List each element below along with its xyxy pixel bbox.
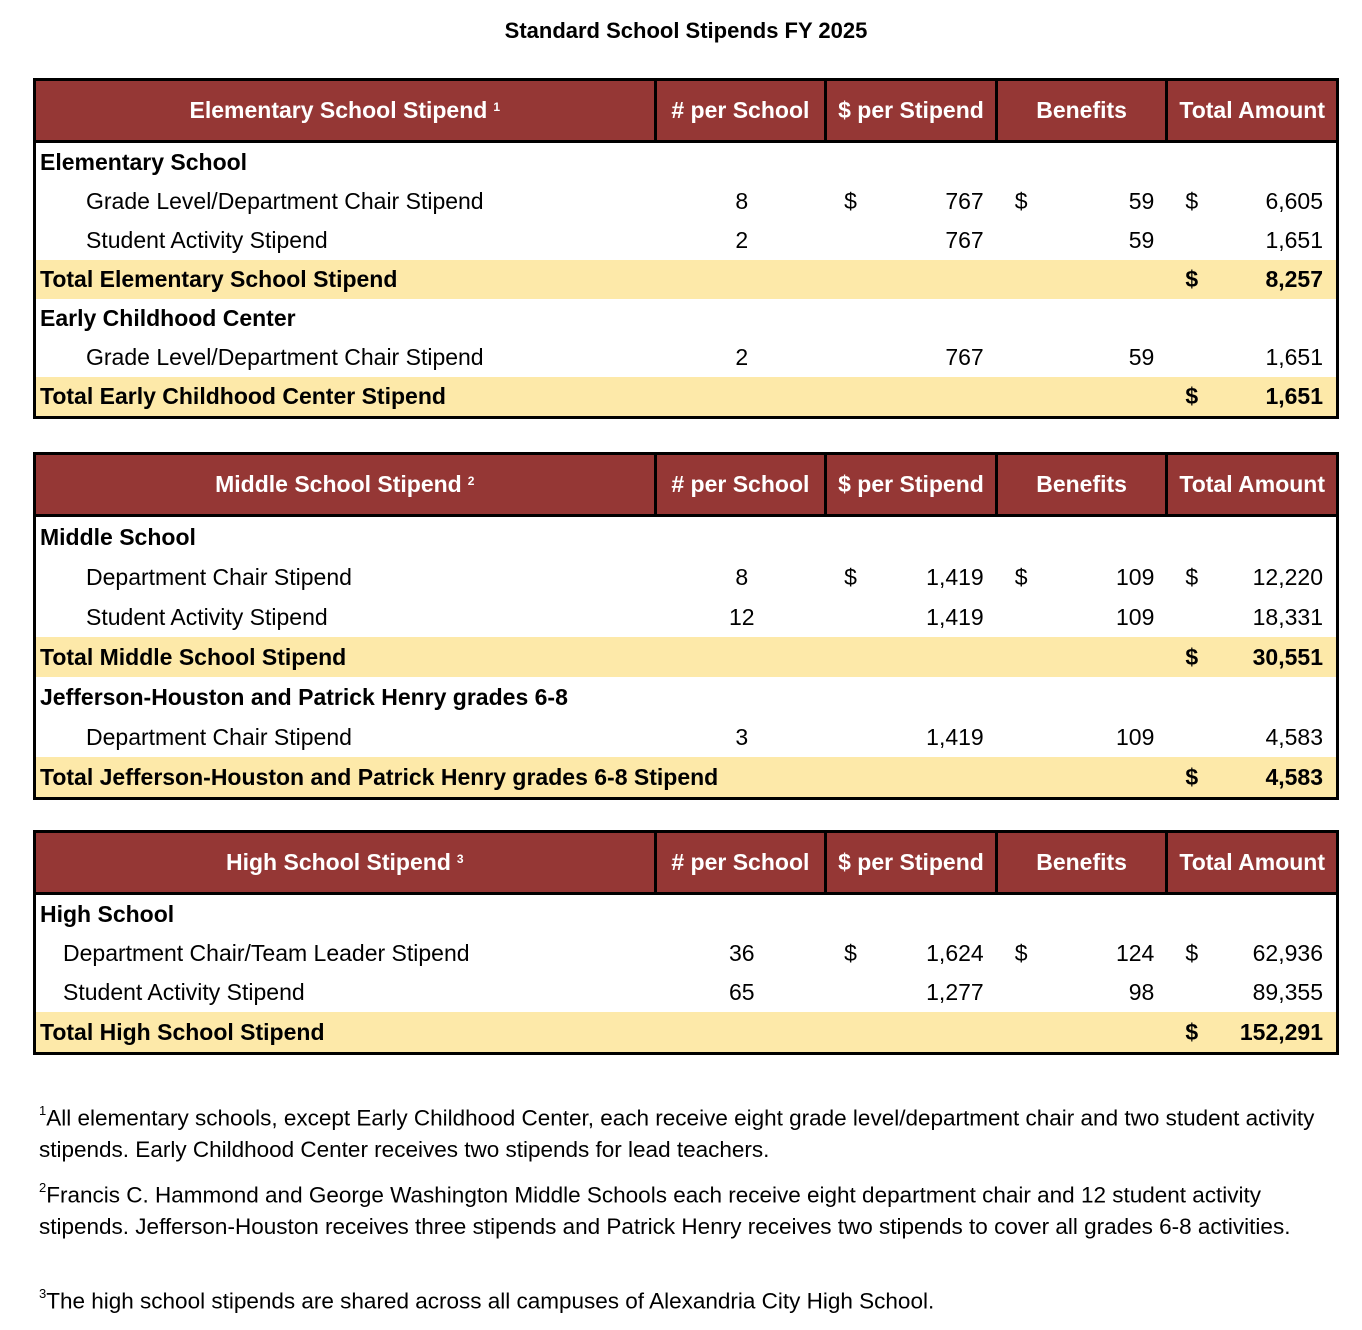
value: 1,419	[926, 603, 984, 630]
header-total: Total Amount	[1165, 455, 1336, 514]
footnote-mark: 2	[39, 1180, 47, 1195]
value: 59	[1128, 344, 1155, 370]
footnote-mark: 1	[39, 1103, 47, 1118]
total-row	[36, 260, 1336, 299]
table-header	[36, 81, 1336, 143]
header-title-text: Elementary School Stipend	[189, 97, 488, 123]
footnote-mark: 2	[467, 473, 475, 488]
dollar-sign: $	[1014, 940, 1028, 966]
row-total	[1168, 182, 1336, 221]
row-total	[1168, 973, 1336, 1012]
section-heading	[36, 677, 1336, 717]
value: 1,651	[1265, 383, 1323, 409]
row-per-stipend	[827, 557, 998, 597]
total-amount	[1168, 1012, 1336, 1052]
footnote-text	[39, 1280, 1339, 1317]
total-row	[36, 637, 1336, 677]
value: 109	[1115, 603, 1155, 630]
footnote-1	[39, 1097, 1339, 1165]
section-heading	[36, 895, 1336, 934]
table-row	[36, 597, 1336, 637]
value: 767	[945, 188, 984, 214]
row-label: Student Activity Stipend	[63, 979, 305, 1005]
row-count: 3	[735, 723, 749, 750]
section-label: High School	[40, 901, 175, 927]
dollar-sign: $	[1185, 383, 1199, 409]
value: 1,651	[1265, 344, 1323, 370]
dollar-sign: $	[1185, 563, 1199, 590]
row-count: 12	[729, 603, 755, 630]
row-benefits	[998, 597, 1169, 637]
dollar-sign: $	[1185, 188, 1199, 214]
dollar-sign: $	[1185, 763, 1199, 790]
row-per-stipend	[827, 338, 998, 377]
value: 12,220	[1252, 563, 1323, 590]
value: 59	[1128, 188, 1155, 214]
row-total	[1168, 934, 1336, 973]
value: 4,583	[1265, 763, 1323, 790]
value: 109	[1115, 723, 1155, 750]
row-per-stipend	[827, 182, 998, 221]
row-benefits	[998, 717, 1169, 757]
total-amount	[1168, 260, 1336, 299]
header-title-text: Middle School Stipend	[215, 471, 462, 497]
header-per-stipend: $ per Stipend	[824, 455, 995, 514]
table-row	[36, 717, 1336, 757]
table-row	[36, 338, 1336, 377]
middle-stipend-table	[33, 452, 1339, 800]
dollar-sign: $	[1185, 643, 1199, 670]
row-total	[1168, 557, 1336, 597]
footnote-body: The high school stipends are shared across all campuses of Alexandria City High School.	[46, 1288, 935, 1314]
header-elementary-title	[36, 81, 654, 140]
footnote-mark: 1	[493, 99, 501, 114]
row-label: Department Chair Stipend	[86, 563, 352, 590]
row-per-stipend	[827, 934, 998, 973]
header-benefits: Benefits	[995, 833, 1166, 892]
row-count: 2	[735, 227, 749, 253]
dollar-sign: $	[1185, 1018, 1199, 1045]
total-row	[36, 377, 1336, 416]
section-label: Early Childhood Center	[40, 305, 296, 331]
header-total: Total Amount	[1165, 81, 1336, 140]
total-row	[36, 1012, 1336, 1052]
table-row	[36, 221, 1336, 260]
value: 767	[945, 227, 984, 253]
footnote-3	[39, 1280, 1339, 1317]
row-benefits	[998, 557, 1169, 597]
high-stipend-table	[33, 830, 1339, 1055]
header-per-stipend: $ per Stipend	[824, 81, 995, 140]
page-title: Standard School Stipends FY 2025	[504, 18, 868, 43]
value: 1,419	[926, 723, 984, 750]
row-label: Student Activity Stipend	[86, 603, 328, 630]
header-middle-title	[36, 455, 654, 514]
value: 8,257	[1265, 266, 1323, 292]
row-total	[1168, 597, 1336, 637]
table-row	[36, 934, 1336, 973]
footnote-body: All elementary schools, except Early Childhood Center, each receive eight grade level/department chair and two student activity stipends. Early Childhood Center receives two stipends for lead teachers.	[39, 1105, 1315, 1162]
footnote-mark: 3	[39, 1286, 47, 1301]
footnote-2	[39, 1174, 1339, 1242]
total-label: Total Early Childhood Center Stipend	[40, 383, 446, 409]
total-row	[36, 757, 1336, 797]
dollar-sign: $	[1014, 563, 1028, 590]
row-count: 8	[735, 188, 749, 214]
header-count: # per School	[654, 455, 825, 514]
header-total: Total Amount	[1165, 833, 1336, 892]
value: 1,419	[926, 563, 984, 590]
row-label: Department Chair/Team Leader Stipend	[63, 940, 470, 966]
value: 767	[945, 344, 984, 370]
section-label: Elementary School	[40, 149, 248, 175]
table-row	[36, 973, 1336, 1012]
row-count: 36	[728, 940, 755, 966]
row-benefits	[998, 934, 1169, 973]
header-benefits: Benefits	[995, 81, 1166, 140]
table-row	[36, 182, 1336, 221]
total-label: Total Middle School Stipend	[40, 643, 347, 670]
row-total	[1168, 717, 1336, 757]
dollar-sign: $	[844, 940, 857, 966]
row-label: Student Activity Stipend	[86, 227, 328, 253]
row-per-stipend	[827, 221, 998, 260]
header-high-title	[36, 833, 654, 892]
value: 30,551	[1252, 643, 1323, 670]
value: 89,355	[1252, 979, 1323, 1005]
section-heading	[36, 517, 1336, 557]
dollar-sign: $	[844, 188, 857, 214]
row-benefits	[998, 221, 1169, 260]
table-header	[36, 455, 1336, 517]
row-per-stipend	[827, 717, 998, 757]
total-label: Total High School Stipend	[40, 1018, 325, 1045]
value: 1,624	[926, 940, 984, 966]
header-count: # per School	[654, 81, 825, 140]
row-benefits	[998, 182, 1169, 221]
table-header	[36, 833, 1336, 895]
value: 124	[1115, 940, 1155, 966]
row-total	[1168, 221, 1336, 260]
header-title-text: High School Stipend	[225, 849, 451, 875]
row-count: 65	[728, 979, 755, 1005]
row-per-stipend	[827, 973, 998, 1012]
value: 4,583	[1265, 723, 1323, 750]
table-row	[36, 557, 1336, 597]
row-label: Grade Level/Department Chair Stipend	[86, 344, 484, 370]
section-label: Jefferson-Houston and Patrick Henry grades 6-8	[40, 683, 568, 710]
footnote-mark: 3	[456, 851, 464, 866]
row-total	[1168, 338, 1336, 377]
dollar-sign: $	[844, 563, 857, 590]
value: 62,936	[1252, 940, 1323, 966]
dollar-sign: $	[1185, 940, 1199, 966]
total-label: Total Jefferson-Houston and Patrick Henry grades 6-8 Stipend	[40, 763, 719, 790]
row-count: 2	[735, 344, 749, 370]
row-count: 8	[735, 563, 749, 590]
value: 1,651	[1265, 227, 1323, 253]
value: 18,331	[1252, 603, 1323, 630]
section-heading	[36, 143, 1336, 182]
value: 6,605	[1265, 188, 1323, 214]
value: 109	[1115, 563, 1155, 590]
total-amount	[1168, 757, 1336, 797]
row-label: Department Chair Stipend	[86, 723, 352, 750]
total-amount	[1168, 637, 1336, 677]
section-heading	[36, 299, 1336, 338]
row-benefits	[998, 338, 1169, 377]
elementary-stipend-table	[33, 78, 1339, 419]
section-label: Middle School	[40, 523, 196, 550]
row-benefits	[998, 973, 1169, 1012]
footnote-text	[39, 1097, 1339, 1165]
total-amount	[1168, 377, 1336, 416]
dollar-sign: $	[1014, 188, 1028, 214]
row-label: Grade Level/Department Chair Stipend	[86, 188, 484, 214]
header-count: # per School	[654, 833, 825, 892]
value: 1,277	[926, 979, 984, 1005]
dollar-sign: $	[1185, 266, 1199, 292]
total-label: Total Elementary School Stipend	[40, 266, 398, 292]
footnote-body: Francis C. Hammond and George Washington Middle Schools each receive eight department chair and 12 student activity stipends. Jefferson-Houston receives three stipends and Patrick Henry receives two stipends to cover all grades 6-8 activities.	[39, 1182, 1291, 1239]
row-per-stipend	[827, 597, 998, 637]
value: 98	[1128, 979, 1155, 1005]
value: 152,291	[1239, 1018, 1323, 1045]
header-benefits: Benefits	[995, 455, 1166, 514]
header-per-stipend: $ per Stipend	[824, 833, 995, 892]
value: 59	[1128, 227, 1155, 253]
footnote-text	[39, 1174, 1339, 1242]
